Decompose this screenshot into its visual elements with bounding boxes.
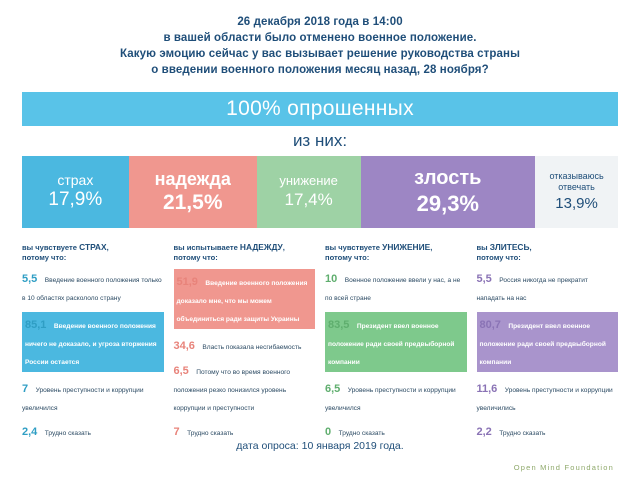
reason-text: Президент ввел военное положение ради своей предвыборной компании	[479, 323, 606, 366]
survey-date: дата опроса: 10 января 2019 года.	[236, 440, 404, 452]
reason-hope-title-emotion: НАДЕЖДУ	[239, 242, 283, 252]
reason-column-anger-title: вы ЗЛИТЕСЬ, потому что:	[476, 242, 532, 262]
reason-item	[174, 361, 316, 415]
reason-hope-title-suffix: потому что:	[173, 253, 218, 262]
reason-fear-title-emotion: СТРАХ	[79, 242, 107, 252]
emotion-label-refuse: отказываюсь отвечать	[549, 171, 604, 193]
reason-item	[325, 379, 467, 415]
reason-anger-title-prefix: вы	[476, 243, 488, 252]
page-title	[0, 0, 640, 84]
reason-text: Трудно сказать	[187, 430, 234, 437]
emotion-label-anger: злость	[414, 166, 482, 189]
reason-item	[325, 312, 467, 372]
reason-humiliation-title-prefix: вы чувствуете	[325, 243, 380, 252]
reason-item	[22, 269, 164, 305]
reason-column-hope	[174, 242, 316, 447]
total-respondents-label: 100% опрошенных	[226, 97, 414, 120]
reason-value: 10	[325, 273, 338, 285]
emotion-bar-hope	[129, 156, 257, 228]
reason-text: Военное положение ввели у нас, а не по всей стране	[325, 277, 461, 302]
reason-value: 83,5	[328, 319, 350, 331]
reason-column-fear-title: вы чувствуете СТРАХ, потому что:	[22, 242, 109, 262]
total-respondents-band	[22, 92, 618, 126]
reason-item	[477, 269, 619, 305]
header-line-3: Какую эмоцию сейчас у вас вызывает решение руководства страны	[120, 48, 520, 60]
header-line-4: о введении военного положения месяц назад, 28 ноября?	[151, 64, 489, 76]
reason-humiliation-title-suffix: потому что:	[325, 253, 370, 262]
emotion-value-humiliation: 17,4%	[284, 189, 333, 209]
emotion-bar-humiliation	[257, 156, 361, 228]
emotion-value-fear: 17,9%	[48, 189, 103, 211]
reason-value: 7	[22, 383, 29, 395]
reason-fear-title-suffix: потому что:	[22, 253, 67, 262]
reason-text: Уровень преступности и коррупции увеличились	[476, 387, 613, 412]
reason-item	[174, 269, 316, 329]
reason-item	[477, 379, 619, 415]
reason-item	[22, 312, 164, 372]
reason-text: Власть показала несгибаемость	[202, 344, 302, 351]
reason-item	[22, 422, 164, 440]
reason-value: 6,5	[173, 365, 189, 377]
reason-column-anger	[477, 242, 619, 447]
emotion-bar-chart	[22, 156, 618, 228]
reason-value: 7	[173, 426, 180, 438]
emotion-bar-fear	[22, 156, 129, 228]
emotion-label-hope: надежда	[154, 168, 231, 189]
reason-text: Россия никогда не прекратит нападать на нас	[476, 277, 588, 302]
reason-value: 51,9	[176, 276, 198, 288]
reason-item	[477, 422, 619, 440]
emotion-bar-anger	[361, 156, 536, 228]
reason-text: Введение военного положения доказало мне, что мы можем объединиться ради защиты Украины	[176, 280, 308, 323]
reason-text: Уровень преступности и коррупции увеличился	[325, 387, 456, 412]
reason-item	[477, 312, 619, 372]
reason-hope-title-prefix: вы испытываете	[173, 243, 238, 252]
reason-column-humiliation-title: вы чувствуете УНИЖЕНИЕ, потому что:	[325, 242, 433, 262]
emotion-label-humiliation: унижение	[279, 173, 338, 189]
reason-text: Введение военного положения ничего не доказало, и угроза вторжения России остается	[25, 323, 157, 366]
reason-value: 80,7	[479, 319, 501, 331]
reason-value: 5,5	[476, 273, 492, 285]
emotion-bar-refuse	[535, 156, 618, 228]
reason-value: 11,6	[476, 383, 498, 395]
reason-text: Трудно сказать	[338, 430, 385, 437]
reason-text: Президент ввел военное положение ради своей предвыборной компании	[328, 323, 455, 366]
reason-item	[325, 269, 467, 305]
reason-item	[22, 379, 164, 415]
emotion-label-fear: страх	[57, 171, 94, 188]
reason-value: 2,2	[476, 426, 492, 438]
reason-text: Трудно сказать	[499, 430, 546, 437]
reason-text: Введение военного положения только в 10 областях раскололо страну	[22, 277, 162, 302]
reason-value: 34,6	[173, 340, 195, 352]
of-them-label: из них:	[292, 131, 348, 150]
reason-text: Трудно сказать	[44, 430, 91, 437]
reason-humiliation-title-emotion: УНИЖЕНИЕ	[382, 242, 431, 252]
reason-value: 6,5	[325, 383, 341, 395]
reason-value: 85,1	[25, 319, 47, 331]
reason-text: Потому что во время военного положения резко понизился уровень коррупции и преступности	[173, 369, 291, 412]
reason-column-fear	[22, 242, 164, 447]
reason-item	[174, 422, 316, 440]
reason-anger-title-emotion: ЗЛИТЕСЬ	[489, 242, 530, 252]
emotion-value-refuse: 13,9%	[555, 195, 598, 213]
reason-text: Уровень преступности и коррупции увеличился	[22, 387, 144, 412]
reason-column-humiliation	[325, 242, 467, 447]
emotion-value-hope: 21,5%	[162, 191, 223, 215]
reason-value: 2,4	[22, 426, 38, 438]
reason-column-hope-title: вы испытываете НАДЕЖДУ, потому что:	[173, 242, 285, 262]
brand-logo-text: Open Mind Foundation	[513, 463, 614, 472]
emotion-value-anger: 29,3%	[416, 190, 479, 216]
reason-item	[174, 336, 316, 354]
reason-value: 0	[325, 426, 332, 438]
reason-fear-title-prefix: вы чувствуете	[22, 243, 77, 252]
reason-anger-title-suffix: потому что:	[476, 253, 521, 262]
reason-item	[325, 422, 467, 440]
header-line-1: 26 декабря 2018 года в 14:00	[237, 16, 403, 28]
header-line-2: в вашей области было отменено военное положение.	[163, 32, 477, 44]
reason-value: 5,5	[22, 273, 38, 285]
reason-columns	[22, 242, 618, 447]
